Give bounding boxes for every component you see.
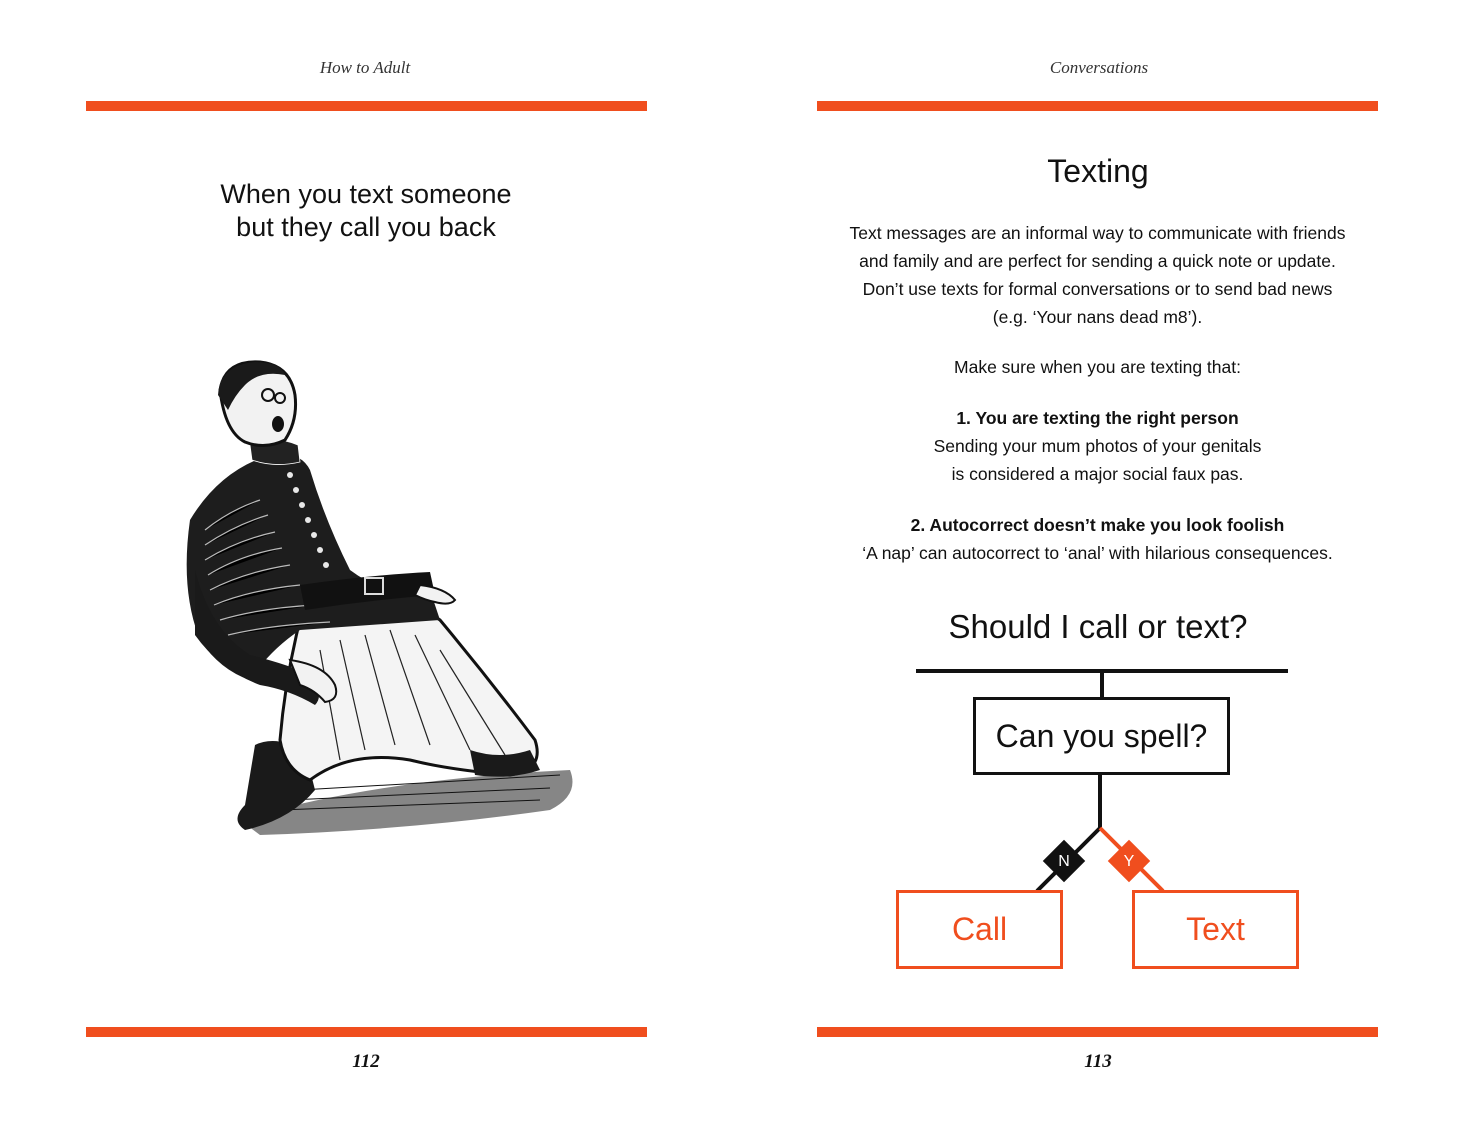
bottom-rule-right — [817, 1027, 1378, 1037]
kneeling-man-illustration — [150, 350, 600, 850]
intro-line: and family and are perfect for sending a quick note or update. — [859, 251, 1336, 271]
yes-branch-label: Y — [1123, 853, 1135, 870]
caption-line: but they call you back — [236, 212, 496, 242]
page-number-left: 112 — [352, 1051, 380, 1072]
page-number-right: 113 — [1084, 1051, 1112, 1072]
bottom-rule-left — [86, 1027, 647, 1037]
right-page — [732, 0, 1464, 1124]
caption-line: When you text someone — [220, 179, 512, 209]
intro-line: Don’t use texts for formal conversations or to send bad news — [862, 279, 1333, 299]
lead-in-text: Make sure when you are texting that: — [954, 357, 1241, 377]
top-rule-left — [86, 101, 647, 111]
tip-title: 2. Autocorrect doesn’t make you look foolish — [910, 515, 1285, 535]
call-outcome-box: Call — [896, 890, 1063, 969]
running-head-left: How to Adult — [319, 58, 411, 77]
illustration-caption — [0, 178, 732, 244]
intro-line: (e.g. ‘Your nans dead m8’). — [992, 307, 1203, 327]
flowchart-question-box: Can you spell? — [973, 697, 1230, 775]
flowchart-connectors — [732, 0, 1464, 1124]
running-head-right: Conversations — [1049, 58, 1149, 77]
tip-line: is considered a major social faux pas. — [951, 464, 1244, 484]
section-heading: Texting — [1047, 153, 1149, 189]
no-branch-label: N — [1058, 853, 1070, 870]
intro-line: Text messages are an informal way to communicate with friends — [849, 223, 1346, 243]
tip-line: Sending your mum photos of your genitals — [933, 436, 1262, 456]
text-outcome-box: Text — [1132, 890, 1299, 969]
tip-line: ‘A nap’ can autocorrect to ‘anal’ with hilarious consequences. — [862, 543, 1333, 563]
tip-title: 1. You are texting the right person — [956, 408, 1239, 428]
flowchart-title: Should I call or text? — [948, 608, 1248, 645]
